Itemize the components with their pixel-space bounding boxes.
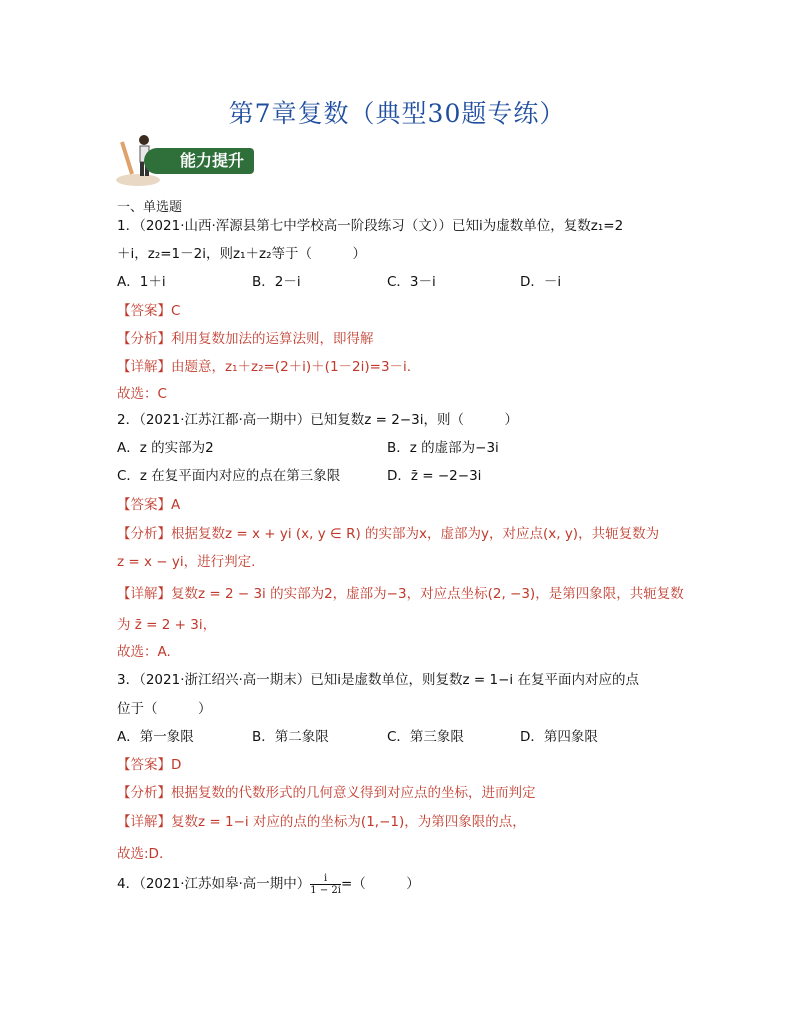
q2-conclusion: 故选：A. [117, 644, 171, 660]
analysis-tag: 【分析】 [117, 331, 171, 347]
q3-option-b: B．第二象限 [252, 729, 329, 745]
q1-option-c: C．3－i [387, 274, 436, 290]
question-3-stem: 3．（2021·浙江绍兴·高一期末）已知i是虚数单位，则复数z = 1−i 在复平面内对应的点 [117, 672, 639, 688]
ability-badge [114, 130, 274, 188]
badge-label: 能力提升 [144, 148, 254, 174]
detail-text: 由题意，z₁＋z₂=(2＋i)＋(1－2i)=3－i. [171, 359, 412, 375]
q4-fraction-numerator: i [310, 873, 341, 885]
q1-answer: 【答案】C [117, 303, 181, 319]
page-title: 第7章复数（典型30题专练） [228, 99, 566, 128]
q4-fraction-denominator: 1 − 2i [310, 884, 341, 896]
q2-option-d: D．z̄ = −2−3i [387, 468, 482, 484]
q1-detail [117, 355, 411, 375]
analysis-text: 利用复数加法的运算法则，即得解 [171, 331, 374, 347]
q1-analysis [117, 327, 374, 347]
q2-detail [117, 582, 684, 602]
detail-text: 复数z = 2 − 3i 的实部为2，虚部为−3，对应点坐标(2, −3)，是第四象限，共轭复数 [171, 586, 684, 602]
question-1-stem-cont: ＋i，z₂=1－2i，则z₁＋z₂等于（ ） [117, 246, 366, 262]
q1-option-a: A．1＋i [117, 274, 166, 290]
detail-tag: 【详解】 [117, 359, 171, 375]
q2-detail-cont: 为 z̄ = 2 + 3i， [117, 617, 217, 633]
q3-option-d: D．第四象限 [520, 729, 598, 745]
q1-conclusion: 故选：C [117, 386, 167, 402]
q2-analysis-cont: z = x − yi，进行判定. [117, 554, 256, 570]
q2-analysis [117, 522, 659, 542]
question-1-stem: 1．（2021·山西·浑源县第七中学校高一阶段练习（文））已知i为虚数单位，复数z₁=2 [117, 218, 624, 234]
q3-analysis [117, 781, 536, 801]
analysis-tag: 【分析】 [117, 785, 171, 801]
analysis-text: 根据复数的代数形式的几何意义得到对应点的坐标，进而判定 [171, 785, 536, 801]
detail-text: 复数z = 1−i 对应的点的坐标为(1,−1)，为第四象限的点， [171, 814, 526, 830]
q2-answer: 【答案】A [117, 497, 181, 513]
question-3-stem-cont: 位于（ ） [117, 701, 212, 717]
q4-suffix: =（ ） [340, 876, 420, 892]
q2-option-c: C．z 在复平面内对应的点在第三象限 [117, 468, 341, 484]
q3-answer: 【答案】D [117, 757, 182, 773]
q3-conclusion: 故选:D. [117, 846, 164, 862]
q2-option-a: A．z 的实部为2 [117, 440, 214, 456]
q3-option-c: C．第三象限 [387, 729, 464, 745]
q2-option-b: B．z 的虚部为−3i [387, 440, 499, 456]
q3-detail [117, 810, 526, 830]
q1-option-b: B．2－i [252, 274, 301, 290]
detail-tag: 【详解】 [117, 586, 171, 602]
q4-prefix: 4．（2021·江苏如皋·高一期中） [117, 876, 311, 892]
analysis-tag: 【分析】 [117, 526, 171, 542]
detail-tag: 【详解】 [117, 814, 171, 830]
q1-option-d: D．－i [520, 274, 562, 290]
section-heading: 一、单选题 [117, 200, 183, 215]
q3-option-a: A．第一象限 [117, 729, 194, 745]
question-4-stem [117, 872, 420, 896]
question-2-stem: 2．（2021·江苏江都·高一期中）已知复数z = 2−3i，则（ ） [117, 412, 518, 428]
q4-fraction [310, 873, 341, 896]
analysis-text: 根据复数z = x + yi (x, y ∈ R) 的实部为x，虚部为y，对应点(x, y)，共轭复数为 [171, 526, 660, 542]
